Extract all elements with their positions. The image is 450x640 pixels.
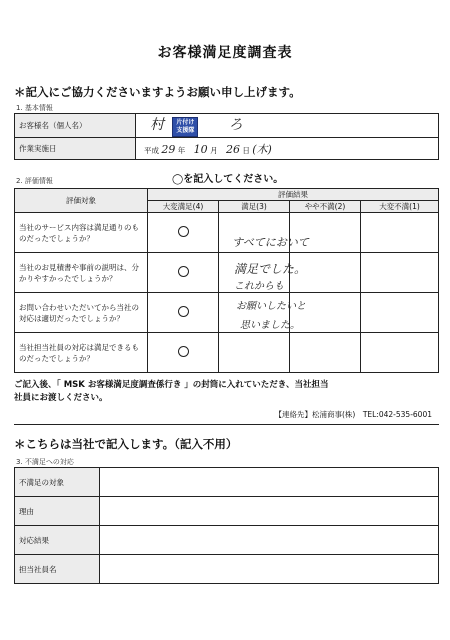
divider: [14, 424, 439, 425]
stamp-logo: [172, 117, 198, 137]
row-label-reason: 理由: [15, 497, 100, 526]
customer-name-label: お客様名（個人名）: [15, 114, 136, 138]
rating-header-1: 大変不満(1): [361, 201, 439, 213]
date-field: [136, 138, 439, 160]
question-1: 当社のサービス内容は満足通りのものだったでしょうか？: [15, 213, 148, 253]
date-year: 29: [161, 142, 176, 156]
customer-name-start: 村: [150, 117, 164, 133]
comment-line-4: お願いしたいと: [236, 301, 306, 312]
row-label-staff: 担当社員名: [15, 555, 100, 584]
stamp-line-2: 支援隊: [176, 127, 195, 134]
answer-2-very-satisfied: [148, 253, 219, 293]
answer-4-very-satisfied: [148, 333, 219, 373]
row-label-target: 不満足の対象: [15, 468, 100, 497]
section1-heading: 1. 基本情報: [16, 104, 53, 112]
col-item-header: 評価対象: [15, 189, 148, 213]
circle-mark: [178, 306, 189, 317]
row-value-target: [100, 468, 439, 497]
contact-info: 【連絡先】松浦商事(株) TEL:042-535-6001: [274, 410, 432, 419]
date-weekday: (木): [252, 142, 272, 156]
answer-2-very-unsatisfied: [361, 253, 439, 293]
answer-1-very-unsatisfied: [361, 213, 439, 253]
section2-heading: 2. 評価情報: [16, 177, 53, 185]
row-value-result: [100, 526, 439, 555]
section3-heading: 3. 不満足への対応: [16, 458, 74, 466]
stamp-line-1: 片付け: [176, 119, 195, 126]
submission-note-line-2: 社員にお渡しください。: [14, 393, 108, 403]
rating-header-4: 大変満足(4): [148, 201, 219, 213]
comment-line-2: 満足でした。: [234, 262, 307, 276]
submission-note: [14, 379, 439, 405]
comment-line-1: すべてにおいて: [232, 236, 309, 249]
row-value-staff: [100, 555, 439, 584]
question-2: 当社のお見積書や事前の説明は、分かりやすかったでしょうか？: [15, 253, 148, 293]
date-day-unit: 日: [242, 145, 250, 155]
intro-banner: ＊記入にご協力くださいますようお願い申し上げます。: [14, 85, 301, 99]
comment-line-3: これからも: [234, 281, 284, 292]
evaluation-table: [14, 188, 439, 373]
answer-4-satisfied: [219, 333, 290, 373]
answer-1-very-satisfied: [148, 213, 219, 253]
section2-instruction: ◯を記入してください。: [172, 174, 284, 185]
comment-line-5: 思いました。: [240, 320, 300, 331]
internal-banner: ＊こちらは当社で記入します。（記入不用）: [14, 437, 238, 451]
rating-header-3: 満足(3): [219, 201, 290, 213]
date-era: 平成: [144, 145, 159, 155]
question-3: お問い合わせいただいてから当社の対応は適切だったでしょうか？: [15, 293, 148, 333]
row-value-reason: [100, 497, 439, 526]
date-month: 10: [193, 142, 208, 156]
answer-4-slightly-unsatisfied: [290, 333, 361, 373]
col-result-header: 評価結果: [148, 189, 439, 201]
answer-3-very-satisfied: [148, 293, 219, 333]
date-month-unit: 月: [210, 145, 218, 155]
basic-info-table: [14, 113, 439, 160]
answer-4-very-unsatisfied: [361, 333, 439, 373]
question-4: 当社担当社員の対応は満足できるものだったでしょうか？: [15, 333, 148, 373]
circle-mark: [178, 226, 189, 237]
date-label: 作業実施日: [15, 138, 136, 160]
rating-header-2: やや不満(2): [290, 201, 361, 213]
row-label-result: 対応結果: [15, 526, 100, 555]
submission-note-line-1: ご記入後、「 MSK お客様満足度調査係行き 」の封筒に入れていただき、当社担当: [14, 380, 329, 390]
internal-table: [14, 467, 439, 584]
date-day: 26: [225, 142, 240, 156]
circle-mark: [178, 346, 189, 357]
customer-name-field: [136, 114, 439, 138]
customer-name-end: ろ: [228, 117, 243, 133]
answer-3-very-unsatisfied: [361, 293, 439, 333]
circle-mark: [178, 266, 189, 277]
date-year-unit: 年: [177, 145, 186, 155]
page-title: お客様満足度調査表: [157, 45, 293, 61]
